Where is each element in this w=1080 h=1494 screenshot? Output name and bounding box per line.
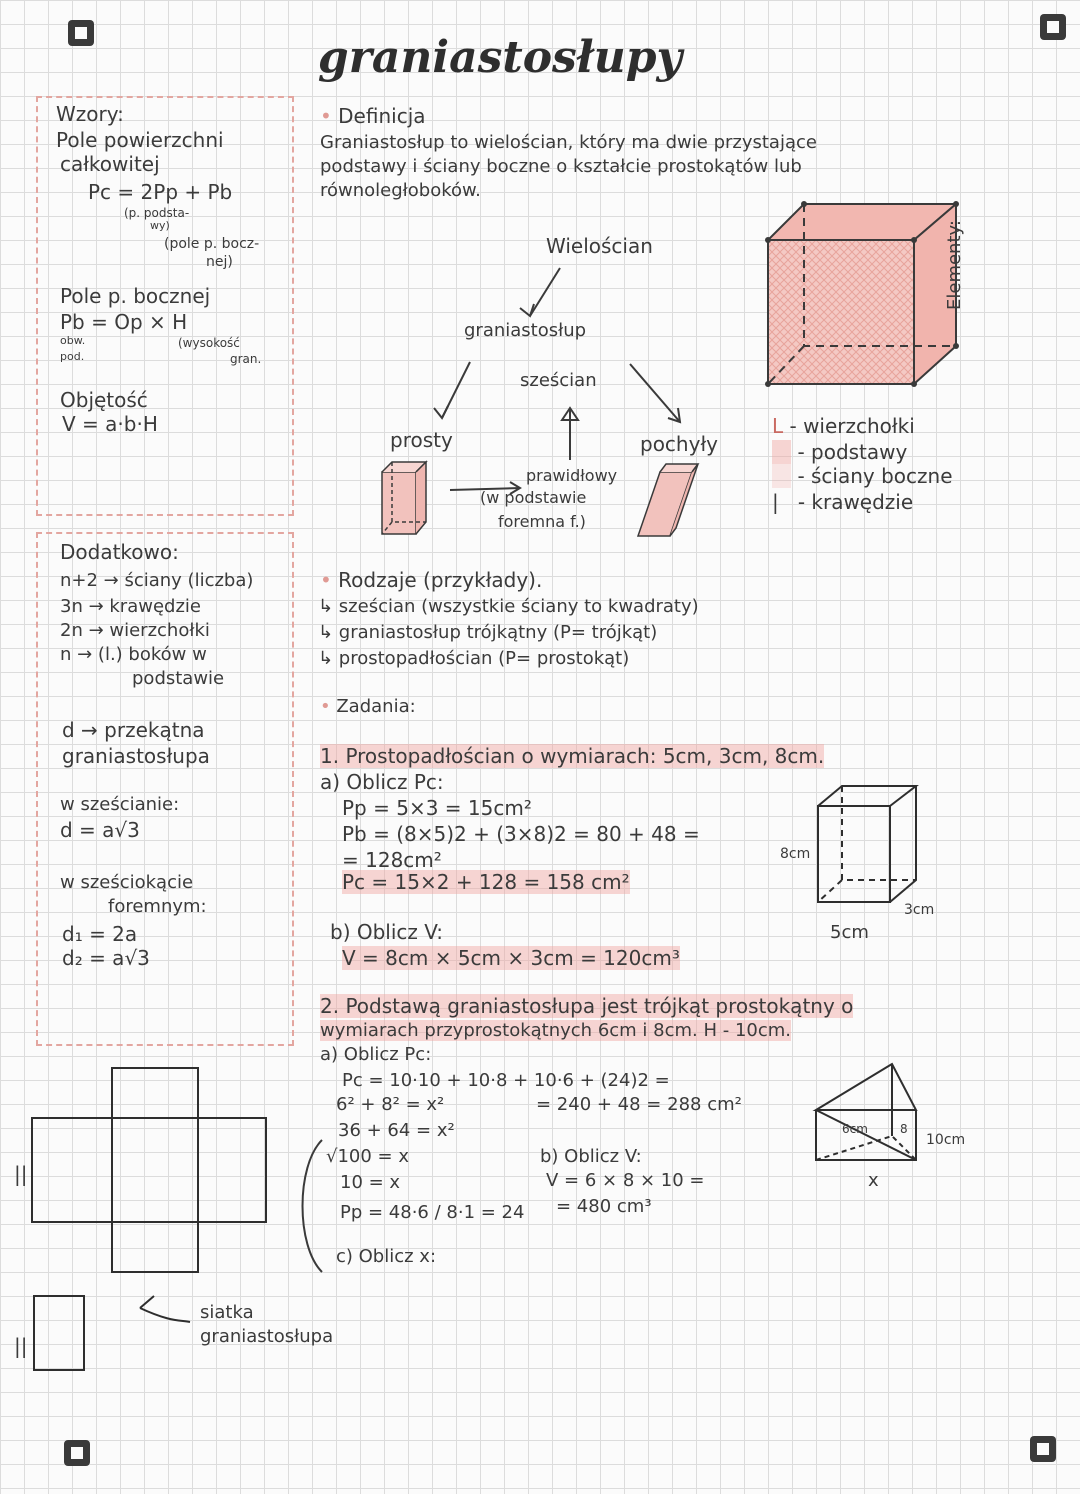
elements-item-faces-text: - ściany boczne	[797, 464, 953, 488]
task2-v2: = 480 cm³	[556, 1196, 652, 1217]
task2-line5: 10 = x	[340, 1172, 401, 1193]
net-left-face	[32, 1118, 112, 1222]
task1-dim-width: 5cm	[830, 922, 869, 943]
task1-line1: Pp = 5×3 = 15cm²	[342, 796, 532, 820]
siatka-label1: siatka	[200, 1302, 254, 1323]
tree-diagram-lines	[370, 258, 750, 548]
tree-wieloscian: Wielościan	[546, 234, 653, 258]
tree-prawidlowy1: prawidłowy	[526, 466, 618, 485]
pb-wys2: gran.	[230, 352, 262, 366]
task2-line2b: = 240 + 48 = 288 cm²	[536, 1094, 742, 1115]
pb-pod: pod.	[60, 350, 85, 363]
task2-line2: 6² + 8² = x²	[336, 1094, 445, 1115]
dodatkowo-line4b: podstawie	[132, 668, 225, 689]
pc-note1: (p. podsta-	[124, 206, 190, 220]
sz6-line1: w sześciokącie	[60, 872, 194, 893]
dodatkowo-line4: n → (l.) boków w	[60, 644, 207, 665]
elements-item-edges-text: - krawędzie	[797, 490, 914, 514]
obj-title: Objętość	[60, 388, 148, 412]
definition-head: • Definicja	[320, 104, 426, 128]
corner-marker-bottom-right	[1030, 1436, 1056, 1462]
diag-line1: d → przekątna	[62, 718, 205, 742]
task2-line6: Pp = 48·6 / 8·1 = 24	[340, 1202, 525, 1223]
task1-line5-text: V = 8cm × 5cm × 3cm = 120cm³	[342, 946, 680, 970]
rodzaje-head: • Rodzaje (przykłady).	[320, 568, 543, 592]
sz6-line3: d₁ = 2a	[62, 922, 138, 946]
net-arrow	[140, 1296, 190, 1322]
wzory-heading: Wzory:	[56, 102, 124, 126]
cube-front-face	[768, 240, 914, 384]
szescian-line2: d = a√3	[60, 818, 140, 842]
elements-label: Elementy:	[944, 220, 965, 310]
tree-arrow-prosty-head	[434, 406, 448, 418]
small-prism-straight	[382, 462, 426, 534]
task1-a: a) Oblicz Pc:	[320, 770, 444, 794]
task2-head2	[320, 1020, 791, 1042]
task2-dim6: 6cm	[842, 1122, 868, 1136]
dodatkowo-line2: 3n → krawędzie	[60, 596, 201, 617]
task1-dim-height: 8cm	[780, 846, 811, 862]
tree-prosty: prosty	[390, 428, 453, 452]
tree-pochyly: pochyły	[640, 432, 718, 456]
dodatkowo-line1: n+2 → ściany (liczba)	[60, 570, 254, 591]
pc-note2: (pole p. bocz-	[164, 236, 260, 252]
pb-title: Pole p. bocznej	[60, 284, 211, 308]
zadania-head-text: Zadania:	[336, 696, 416, 717]
task2-v1: V = 6 × 8 × 10 =	[546, 1170, 705, 1191]
definition-line2: podstawy i ściany boczne o kształcie prostokątów lub	[320, 156, 802, 177]
definition-head-text: Definicja	[338, 104, 426, 128]
task2-b: b) Oblicz V:	[540, 1146, 642, 1167]
task1-line4-text: Pc = 15×2 + 128 = 158 cm²	[342, 870, 630, 894]
pb-obw: obw.	[60, 334, 86, 347]
definition-line1: Graniastosłup to wielościan, który ma dwie przystające	[320, 132, 817, 153]
pb-wys: (wysokość	[178, 336, 240, 350]
rodzaje-item2: ↳ graniastosłup trójkątny (P= trójkąt)	[318, 622, 658, 643]
pole-line2: całkowitej	[60, 152, 160, 176]
rodzaje-head-text: Rodzaje (przykłady).	[338, 568, 543, 592]
prism-net-drawing	[20, 1060, 280, 1420]
net-bottom-face	[112, 1222, 198, 1272]
tree-arrow-1	[530, 268, 560, 316]
pc-note2b: nej)	[206, 254, 233, 270]
tree-arrow-prawidlowy	[450, 488, 520, 490]
dodatkowo-line3: 2n → wierzchołki	[60, 620, 210, 641]
tree-arrow-pochyly	[630, 364, 680, 422]
task2-dim10: 10cm	[926, 1132, 966, 1148]
tree-graniastoslup: graniastosłup	[464, 320, 587, 341]
dodatkowo-heading: Dodatkowo:	[60, 540, 179, 564]
margin-mark-1: ||	[14, 1162, 28, 1186]
definition-line3: równoległoboków.	[320, 180, 481, 201]
task2-c: c) Oblicz x:	[336, 1246, 437, 1267]
sz6-line4: d₂ = a√3	[62, 946, 150, 970]
task2-line1: Pc = 10·10 + 10·8 + 10·6 + (24)2 =	[342, 1070, 670, 1091]
task2-a: a) Oblicz Pc:	[320, 1044, 432, 1065]
rodzaje-item1: ↳ sześcian (wszystkie ściany to kwadraty)	[318, 596, 699, 617]
task1-box-drawing	[810, 780, 930, 910]
task2-prism-drawing	[812, 1060, 932, 1170]
small-prism-oblique	[638, 464, 698, 536]
task1-dim-depth: 3cm	[904, 902, 935, 918]
task2-line3: 36 + 64 = x²	[338, 1120, 455, 1141]
task1-head-text: 1. Prostopadłościan o wymiarach: 5cm, 3cm, 8cm.	[320, 744, 825, 768]
elements-item-edges: | - krawędzie	[772, 490, 914, 514]
elements-item-vertices: L - wierzchołki	[772, 414, 915, 438]
tree-prawidlowy2: (w podstawie	[480, 488, 587, 507]
task2-head1-text: 2. Podstawą graniastosłupa jest trójkąt prostokątny o	[320, 994, 854, 1018]
task2-dimx: x	[868, 1170, 879, 1191]
tree-szescian: sześcian	[520, 370, 597, 391]
siatka-label2: graniastosłupa	[200, 1326, 334, 1347]
elements-item-faces	[772, 464, 953, 488]
task1-line4	[342, 870, 630, 894]
corner-marker-bottom-left	[64, 1440, 90, 1466]
pole-line1: Pole powierzchni	[56, 128, 224, 152]
task2-bracket	[290, 1136, 330, 1276]
task1-b: b) Oblicz V:	[330, 920, 444, 944]
pc-formula: Pc = 2Pp + Pb	[88, 180, 233, 204]
elements-item-bases	[772, 440, 907, 464]
diag-line2: graniastosłupa	[62, 744, 210, 768]
sz6-line2: foremnym:	[108, 896, 207, 917]
task2-head1	[320, 994, 853, 1018]
corner-marker-top-right	[1040, 14, 1066, 40]
net-right-face	[198, 1118, 266, 1222]
net-front-face	[112, 1118, 198, 1222]
task1-line3: = 128cm²	[342, 848, 442, 872]
obj-formula: V = a·b·H	[62, 412, 158, 436]
elements-item-vertices-text: - wierzchołki	[789, 414, 915, 438]
corner-marker-top-left	[68, 20, 94, 46]
elements-item-bases-text: - podstawy	[797, 440, 908, 464]
zadania-head: • Zadania:	[320, 696, 416, 717]
net-back-face	[34, 1296, 84, 1370]
task1-line2: Pb = (8×5)2 + (3×8)2 = 80 + 48 =	[342, 822, 700, 846]
task1-line5	[342, 946, 680, 970]
szescian-line1: w sześcianie:	[60, 794, 180, 815]
task1-head	[320, 744, 824, 768]
task2-head2-text: wymiarach przyprostokątnych 6cm i 8cm. H - 10cm.	[320, 1020, 791, 1041]
pc-note1b: wy)	[150, 219, 170, 232]
page-title: graniastosłupy	[317, 32, 683, 83]
rodzaje-item3: ↳ prostopadłościan (P= prostokąt)	[318, 648, 630, 669]
task2-line4: √100 = x	[326, 1146, 410, 1167]
net-top-face	[112, 1068, 198, 1118]
task2-dim8: 8	[900, 1122, 908, 1136]
margin-mark-2: ||	[14, 1334, 28, 1358]
tree-prawidlowy3: foremna f.)	[498, 512, 586, 531]
pb-formula: Pb = Op × H	[60, 310, 188, 334]
